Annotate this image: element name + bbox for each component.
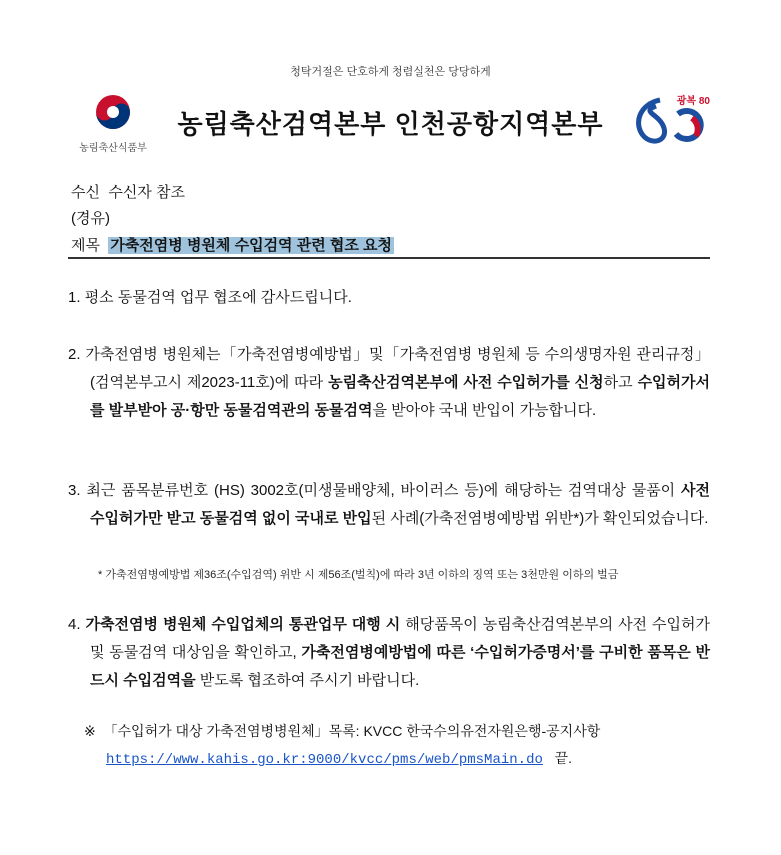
recipient-label: 수신 [71, 184, 100, 201]
note-mark: ※ [84, 723, 96, 739]
via: (경유) [71, 210, 110, 227]
bold-text: 농림축산검역본부에 사전 수입허가를 신청 [328, 374, 604, 391]
text: 가축전염병 병원체는「가축전염병예방법」및「가축전염병 병원체 등 수의생명자원 관리규정」(검역본부고시 제2023-11호)에 따라 [85, 346, 710, 391]
text: 을 받아야 국내 반입이 가능합니다. [372, 402, 597, 419]
ministry-logo-text: 농림축산식품부 [79, 143, 147, 154]
bold-text: 사전 수입허가만 받고 동물검역 없이 국내로 반입 [90, 482, 711, 527]
subject-line [71, 234, 394, 255]
recipient-line [71, 181, 185, 202]
slogan: 청탁거절은 단호하게 청렴실천은 당당하게 [290, 66, 491, 78]
note-link-line [106, 745, 732, 774]
bold-text: 가축전염병 병원체 수입업체의 통관업무 대행 시 [85, 616, 401, 633]
note-text: 「수입허가 대상 가축전염병병원체」목록: KVCC 한국수의유전자원은행-공지사항 [103, 723, 601, 739]
item-4 [68, 611, 710, 695]
item-2 [68, 341, 710, 425]
recipient: 수신자 참조 [108, 184, 185, 201]
text: 하고 [603, 374, 638, 391]
item-number: 1. [68, 289, 81, 306]
footnote: * 가축전염병예방법 제36조(수입검역) 위반 시 제56조(벌칙)에 따라 3년 이하의 징역 또는 3천만원 이하의 벌금 [98, 569, 619, 581]
bold-text: 가축전염병예방법에 따른 ‘수입허가증명서’를 구비한 품목은 반드시 수입검역을 [90, 644, 710, 689]
item-1 [68, 284, 710, 312]
bold-text: 수입허가서를 발부받아 공·항만 동물검역관의 동물검역 [90, 374, 711, 419]
anniversary-logo-text: 광복 80 [676, 96, 710, 107]
organization-title: 농림축산검역본부 인천공항지역본부 [177, 109, 604, 139]
kvcc-link[interactable]: https://www.kahis.go.kr:9000/kvcc/pms/web/pmsMain.do [106, 752, 543, 768]
item-number: 3. [68, 482, 81, 499]
anniversary-logo [630, 92, 710, 152]
text: 받도록 협조하여 주시기 바랍니다. [195, 672, 420, 689]
text: 최근 품목분류번호 (HS) 3002호(미생물배양체, 바이러스 등)에 해당하는 검역대상 물품이 [86, 482, 682, 499]
item-number: 4. [68, 616, 81, 633]
end-mark: 끝. [554, 750, 572, 766]
item-number: 2. [68, 346, 81, 363]
subject: 가축전염병 병원체 수입검역 관련 협조 요청 [110, 237, 392, 254]
item-3 [68, 477, 710, 533]
note [84, 718, 710, 745]
text: 해당품목이 농림축산검역본부의 사전 수입허가 및 동물검역 대상임을 확인하고, [90, 616, 710, 661]
text: 평소 동물검역 업무 협조에 감사드립니다. [84, 289, 352, 306]
subject-label: 제목 [71, 237, 100, 254]
divider [68, 257, 710, 259]
text: 된 사례(가축전염병예방법 위반*)가 확인되었습니다. [371, 510, 709, 527]
